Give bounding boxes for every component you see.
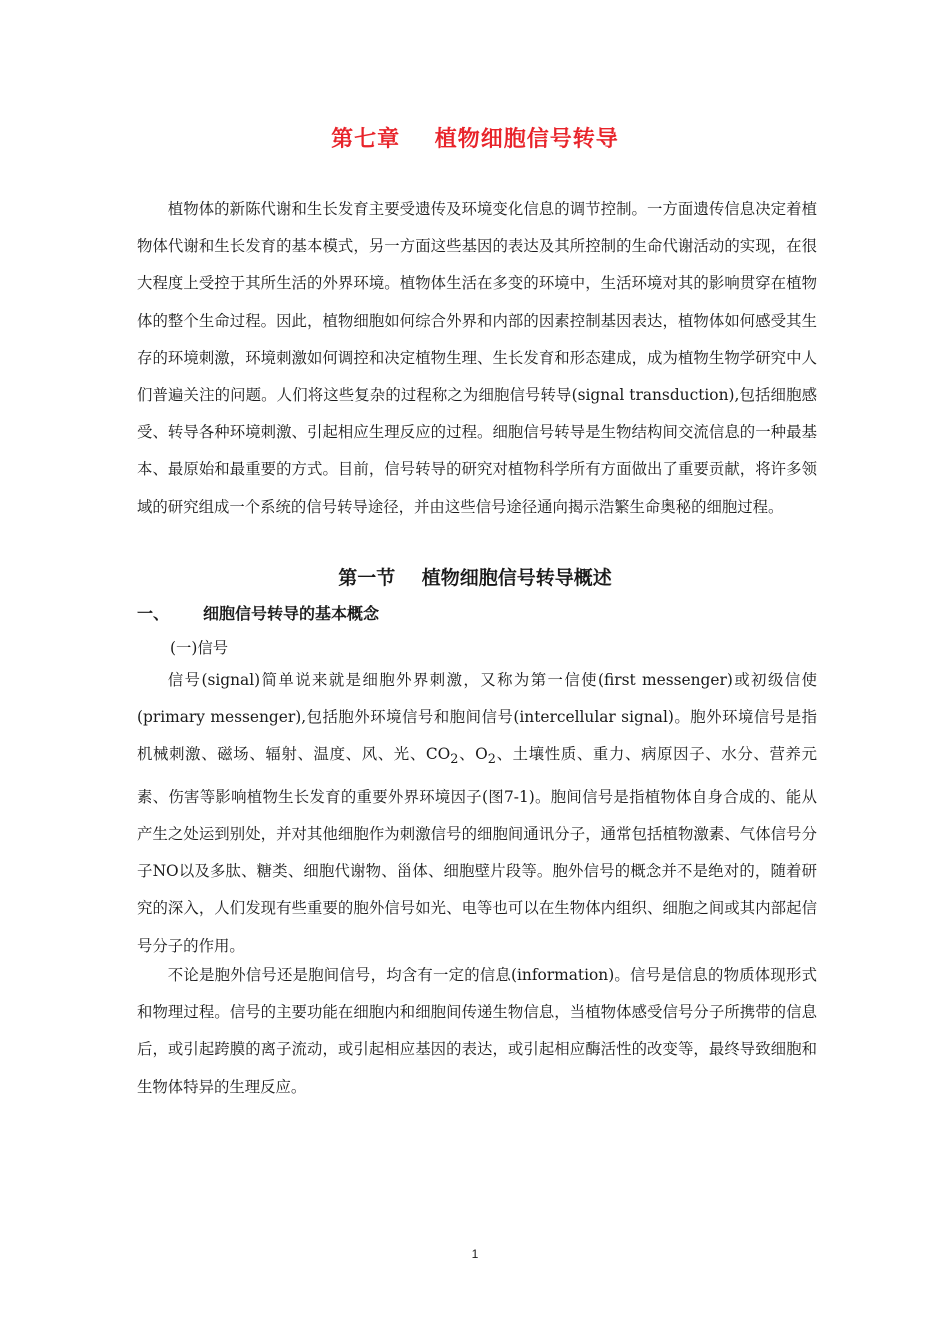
item-label: (一)信号: [170, 639, 229, 657]
o2-subscript: 2: [487, 752, 496, 768]
signal-paragraph: [137, 662, 817, 965]
signal-text-part2: 、O: [458, 745, 488, 764]
co2-subscript: 2: [450, 752, 459, 768]
section-title: 第一节 植物细胞信号转导概述: [338, 567, 612, 589]
subsection-number: 一、: [137, 604, 170, 623]
signal-text-part3: 、土壤性质、重力、病原因子、水分、营养元素、伤害等影响植物生长发育的重要外界环境因子(图7-1)。胞间信号是指植物体自身合成的、能从产生之处运到别处，并对其他细胞作为刺激信号的细胞间通讯分子，通常包括植物激素、气体信号分子NO以及多肽、糖类、细胞代谢物、甾体、细胞壁片段等。胞外信号的概念并不是绝对的，随着研究的深入，人们发现有些重要的胞外信号如光、电等也可以在生物体内组织、细胞之间或其内部起信号分子的作用。: [137, 745, 817, 955]
page-number: 1: [471, 1247, 479, 1261]
signal-text-part1: 信号(signal)简单说来就是细胞外界刺激，又称为第一信使(first messenger)或初级信使(primary messenger),包括胞外环境信号和胞间信号(intercellular signal)。胞外环境信号是指机械刺激、磁场、辐射、温度、风、光、CO: [137, 671, 817, 764]
subsection-title: 细胞信号转导的基本概念: [203, 604, 380, 623]
chapter-title: 第七章 植物细胞信号转导: [331, 127, 619, 152]
intro-paragraph: 植物体的新陈代谢和生长发育主要受遗传及环境变化信息的调节控制。一方面遗传信息决定着植物体代谢和生长发育的基本模式，另一方面这些基因的表达及其所控制的生命代谢活动的实现，在很大程度上受控于其所生活的外界环境。植物体生活在多变的环境中，生活环境对其的影响贯穿在植物体的整个生命过程。因此，植物细胞如何综合外界和内部的因素控制基因表达，植物体如何感受其生存的环境刺激，环境刺激如何调控和决定植物生理、生长发育和形态建成，成为植物生物学研究中人们普遍关注的问题。人们将这些复杂的过程称之为细胞信号转导(signal transduction),包括细胞感受、转导各种环境刺激、引起相应生理反应的过程。细胞信号转导是生物结构间交流信息的一种最基本、最原始和最重要的方式。目前，信号转导的研究对植物科学所有方面做出了重要贡献，将许多领域的研究组成一个系统的信号转导途径，并由这些信号途径通向揭示浩繁生命奥秘的细胞过程。: [137, 200, 817, 516]
information-paragraph: 不论是胞外信号还是胞间信号，均含有一定的信息(information)。信号是信息的物质体现形式和物理过程。信号的主要功能在细胞内和细胞间传递生物信息，当植物体感受信号分子所携带的信息后，或引起跨膜的离子流动，或引起相应基因的表达，或引起相应酶活性的改变等，最终导致细胞和生物体特异的生理反应。: [137, 966, 817, 1096]
subsection-heading: [137, 601, 379, 624]
